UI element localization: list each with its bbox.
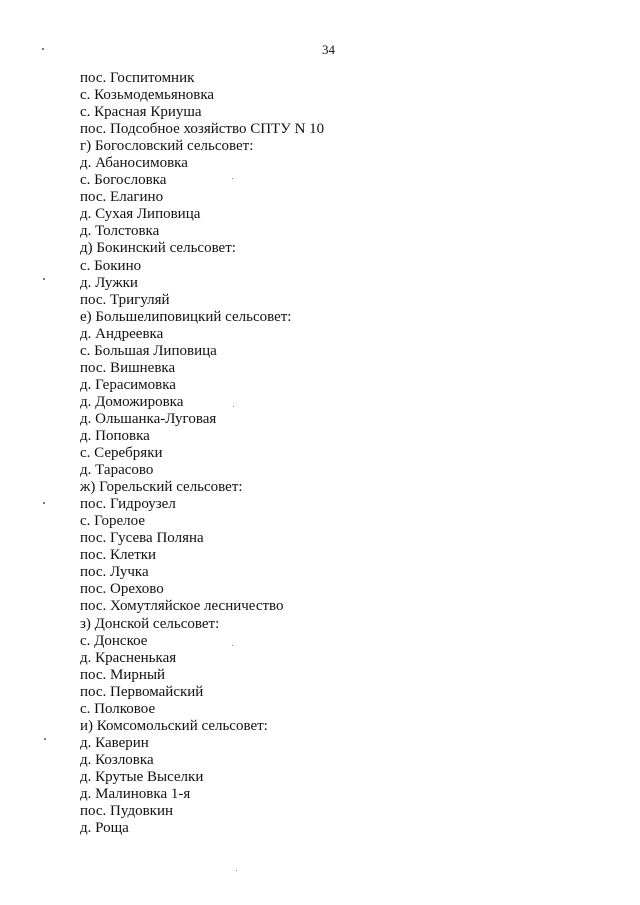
list-item: с. Богословка <box>80 172 167 189</box>
page-number: 34 <box>322 42 335 57</box>
list-item: пос. Лучка <box>80 564 149 581</box>
list-item: ж) Горельский сельсовет: <box>80 479 243 496</box>
list-item: пос. Подсобное хозяйство СПТУ N 10 <box>80 121 325 138</box>
scan-speck <box>236 870 237 871</box>
list-item: с. Бокино <box>80 257 142 274</box>
list-item: с. Полковое <box>80 700 156 717</box>
list-item: пос. Пудовкин <box>80 803 174 820</box>
list-item: пос. Гусева Поляна <box>80 530 204 547</box>
list-item: д. Козловка <box>80 751 154 768</box>
list-item: д. Герасимовка <box>80 376 176 393</box>
scan-speck <box>42 48 44 50</box>
list-item: е) Большелиповицкий сельсовет: <box>80 308 292 325</box>
list-item: пос. Орехово <box>80 581 164 598</box>
list-item: пос. Первомайский <box>80 683 204 700</box>
list-item: д. Доможировка <box>80 393 184 410</box>
settlement-list <box>80 70 600 837</box>
list-item: д. Абаносимовка <box>80 155 188 172</box>
list-item: пос. Хомутляйское лесничество <box>80 598 284 615</box>
list-item: и) Комсомольский сельсовет: <box>80 717 268 734</box>
list-item: пос. Тригуляй <box>80 291 170 308</box>
list-item: г) Богословский сельсовет: <box>80 138 254 155</box>
scan-speck <box>232 645 233 646</box>
list-item: пос. Госпитомник <box>80 70 195 86</box>
list-item: з) Донской сельсовет: <box>80 615 220 632</box>
list-item: пос. Мирный <box>80 666 166 683</box>
list-item: с. Донское <box>80 632 148 649</box>
list-item: д. Толстовка <box>80 223 160 240</box>
list-item: д. Лужки <box>80 274 138 291</box>
list-item: д. Тарасово <box>80 462 154 479</box>
list-item: д. Каверин <box>80 734 149 751</box>
list-item: с. Красная Криуша <box>80 104 202 121</box>
list-item: с. Большая Липовица <box>80 342 217 359</box>
list-item: пос. Клетки <box>80 547 157 564</box>
list-item: д. Малиновка 1-я <box>80 785 191 802</box>
list-item: пос. Вишневка <box>80 359 176 376</box>
scan-speck <box>43 278 45 280</box>
list-item: д. Крутые Выселки <box>80 768 204 785</box>
list-item: д) Бокинский сельсовет: <box>80 240 236 257</box>
list-item: д. Поповка <box>80 427 150 444</box>
list-item: пос. Елагино <box>80 189 164 206</box>
list-item: д. Сухая Липовица <box>80 206 201 223</box>
list-item: д. Ольшанка-Луговая <box>80 410 217 427</box>
list-item: пос. Гидроузел <box>80 496 176 513</box>
scan-speck <box>233 406 234 407</box>
scan-speck <box>232 178 233 179</box>
list-item: с. Горелое <box>80 513 145 530</box>
list-item: д. Красненькая <box>80 649 177 666</box>
list-item: с. Серебряки <box>80 445 163 462</box>
list-item: д. Роща <box>80 820 129 837</box>
list-item: д. Андреевка <box>80 325 164 342</box>
scan-speck <box>43 502 45 504</box>
scan-speck <box>44 738 46 740</box>
list-item: с. Козьмодемьяновка <box>80 87 215 104</box>
